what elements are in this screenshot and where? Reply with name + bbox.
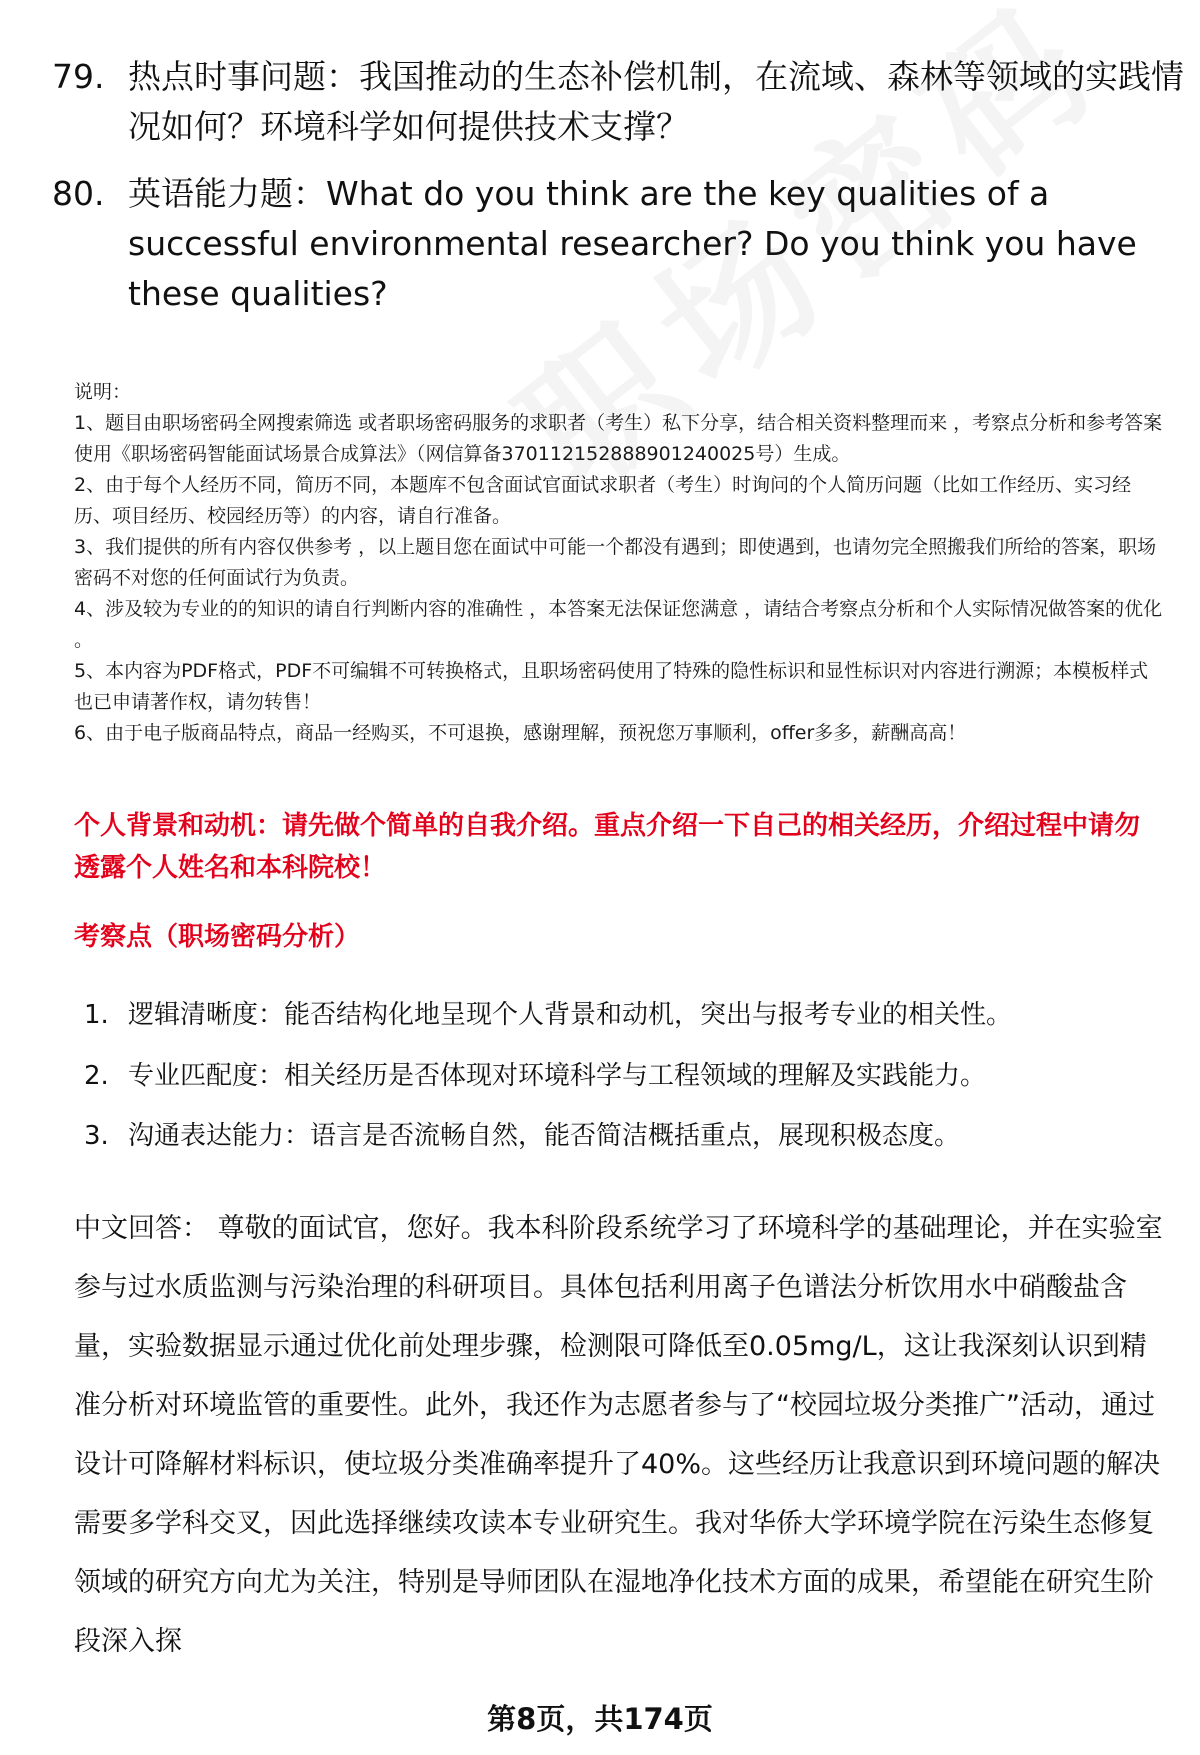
note-item: 1、题目由职场密码全网搜索筛选 或者职场密码服务的求职者（考生）私下分享，结合相关资料整理而来 ，考察点分析和参考答案使用《职场密码智能面试场景合成算法》（网信算备370112152888901240025号）生成。 <box>74 412 1163 465</box>
point-text: 逻辑清晰度：能否结构化地呈现个人背景和动机，突出与报考专业的相关性。 <box>128 1000 1013 1030</box>
point-text: 沟通表达能力：语言是否流畅自然，能否简洁概括重点，展现积极态度。 <box>128 1121 961 1151</box>
question-number: 80. <box>52 174 105 213</box>
analysis-point <box>84 1118 960 1154</box>
note-item: 3、我们提供的所有内容仅供参考 ，以上题目您在面试中可能一个都没有遇到；即使遇到，也请勿完全照搬我们所给的答案，职场密码不对您的任何面试行为负责。 <box>74 536 1157 589</box>
note-item: 2、由于每个人经历不同，简历不同，本题库不包含面试官面试求职者（考生）时询问的个人简历问题（比如工作经历、实习经历、项目经历、校园经历等）的内容，请自行准备。 <box>74 474 1132 527</box>
note-item: 5、本内容为PDF格式，PDF不可编辑不可转换格式，且职场密码使用了特殊的隐性标识和显性标识对内容进行溯源；本模板样式也已申请著作权，请勿转售！ <box>74 660 1149 713</box>
chinese-answer <box>74 1199 1164 1671</box>
question-number: 79. <box>52 57 105 96</box>
analysis-title: 考察点（职场密码分析） <box>74 922 361 952</box>
note-item: 4、涉及较为专业的的知识的请自行判断内容的准确性 ，本答案无法保证您满意 ，请结合考察点分析和个人实际情况做答案的优化 。 <box>74 598 1163 651</box>
answer-text: 尊敬的面试官，您好。我本科阶段系统学习了环境科学的基础理论，并在实验室参与过水质监测与污染治理的科研项目。具体包括利用离子色谱法分析饮用水中硝酸盐含量，实验数据显示通过优化前处理步骤，检测限可降低至0.05mg/L，这让我深刻认识到精准分析对环境监管的重要性。此外，我还作为志愿者参与了“校园垃圾分类推广”活动，通过设计可降解材料标识，使垃圾分类准确率提升了40%。这些经历让我意识到环境问题的解决需要多学科交叉，因此选择继续攻读本专业研究生。我对华侨大学环境学院在污染生态修复领域的研究方向尤为关注，特别是导师团队在湿地净化技术方面的成果，希望能在研究生阶段深入探 <box>74 1213 1163 1657</box>
analysis-point <box>84 1058 986 1094</box>
notes-title: 说明： <box>74 381 132 403</box>
analysis-point <box>84 997 1012 1033</box>
note-item: 6、由于电子版商品特点，商品一经购买，不可退换，感谢理解，预祝您万事顺利，offer多多，薪酬高高！ <box>74 722 967 744</box>
point-number: 1. <box>84 1000 109 1030</box>
answer-label: 中文回答： <box>74 1213 209 1244</box>
disclaimer-notes <box>74 377 1164 749</box>
point-number: 2. <box>84 1061 109 1091</box>
point-text: 专业匹配度：相关经历是否体现对环境科学与工程领域的理解及实践能力。 <box>128 1061 987 1091</box>
section-question: 个人背景和动机：请先做个简单的自我介绍。重点介绍一下自己的相关经历，介绍过程中请勿透露个人姓名和本科院校！ <box>74 811 1141 883</box>
question-text: 英语能力题：What do you think are the key qualities of a successful environmental researcher? Do you think you have these qualities? <box>128 174 1137 313</box>
question-text: 热点时事问题：我国推动的生态补偿机制，在流域、森林等领域的实践情况如何？环境科学如何提供技术支撑？ <box>128 57 1184 146</box>
point-number: 3. <box>84 1121 109 1151</box>
page-footer: 第8页，共174页 <box>487 1702 713 1736</box>
